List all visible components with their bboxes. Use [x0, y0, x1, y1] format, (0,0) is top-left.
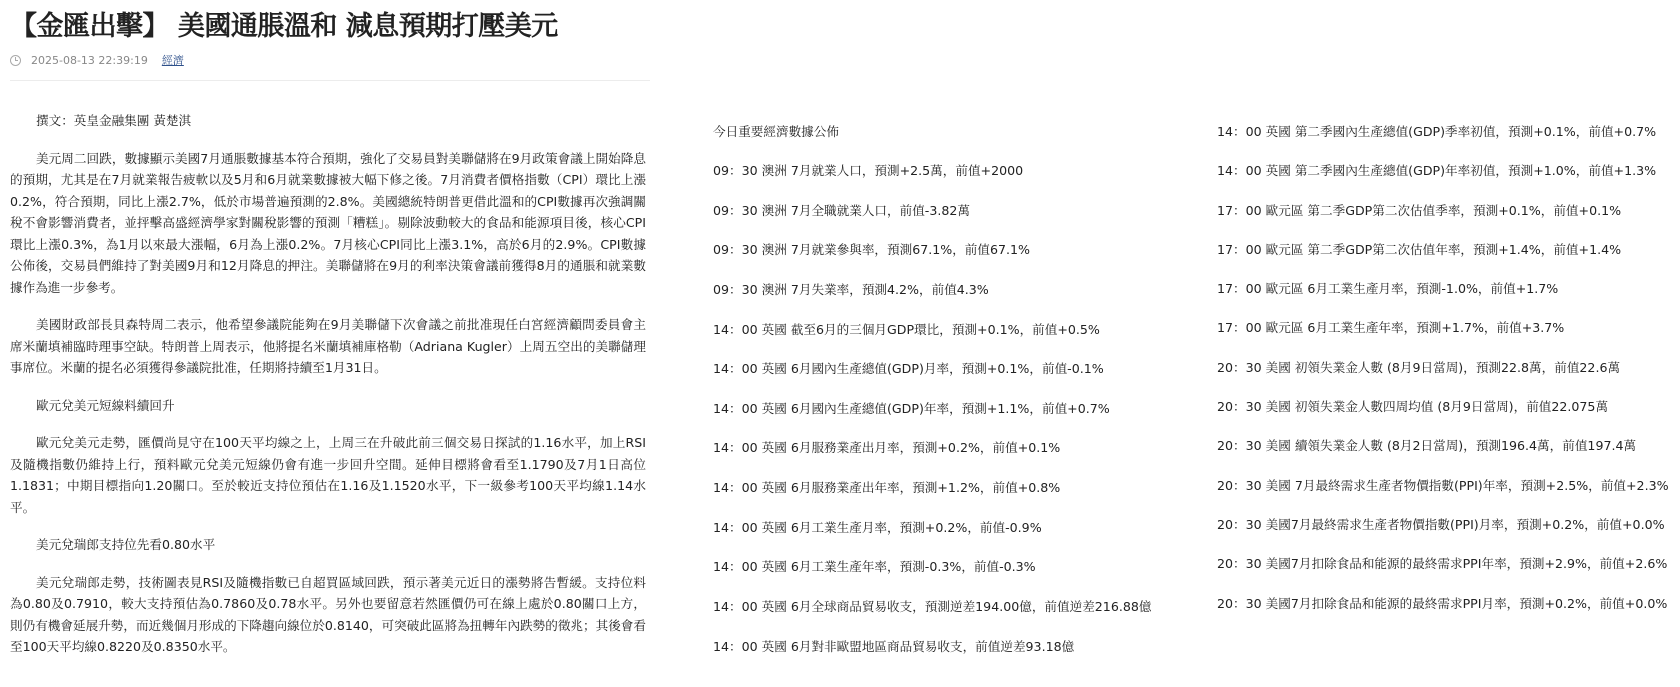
- calendar-row: 09：30 澳洲 7月就業參與率，預測67.1%，前值67.1%: [713, 242, 1030, 258]
- calendar-row: 20：30 美國 續領失業金人數 (8月2日當周)，預測196.4萬，前值197.4萬: [1217, 438, 1637, 454]
- calendar-row: 20：30 美國 初領失業金人數 (8月9日當周)，預測22.8萬，前值22.6萬: [1217, 359, 1621, 375]
- calendar-row: 14：00 英國 6月國內生產總值(GDP)年率，預測+1.1%，前值+0.7%: [713, 400, 1110, 416]
- paragraph: 美國財政部長貝森特周二表示，他希望參議院能夠在9月美聯儲下次會議之前批准現任白宮經濟顧問委員會主席米蘭填補臨時理事空缺。特朗普上周表示，他將提名米蘭填補庫格勒（Adriana Kugler）上周五空出的美聯儲理事席位。米蘭的提名必須獲得參議院批准，任期將持續至1月31日。: [10, 317, 646, 375]
- calendar-row: 17：00 歐元區 6月工業生產月率，預測-1.0%，前值+1.7%: [1217, 281, 1559, 297]
- section-heading: 歐元兌美元短線料續回升: [36, 397, 175, 413]
- calendar-row: 14：00 英國 截至6月的三個月GDP環比，預測+0.1%，前值+0.5%: [713, 321, 1100, 337]
- economic-calendar-left: [713, 124, 1151, 678]
- calendar-title: 今日重要經濟數據公佈: [713, 124, 839, 139]
- calendar-row: 17：00 歐元區 6月工業生產年率，預測+1.7%，前值+3.7%: [1217, 320, 1565, 336]
- paragraph: 美元兌瑞郎走勢，技術圖表見RSI及隨機指數已自超買區域回跌，預示著美元近日的漲勢將告暫緩。支持位料為0.80及0.7910，較大支持預估為0.7860及0.78水平。另外也要留意若然匯價仍可在線上處於0.80關口上方，則仍有機會延展升勢，而近幾個月形成的下降趨向線位於0.8140，可突破此區將為扭轉年內跌勢的徵兆；其後會看至100天平均線0.8220及0.8350水平。: [10, 574, 646, 654]
- clock-icon: [10, 55, 21, 66]
- calendar-row: 20：30 美國7月扣除食品和能源的最終需求PPI年率，預測+2.9%，前值+2.6%: [1217, 556, 1668, 572]
- page-title: 【金匯出擊】 美國通脹溫和 減息預期打壓美元: [10, 11, 558, 42]
- calendar-row: 14：00 英國 第二季國內生產總值(GDP)季率初值，預測+0.1%，前值+0.7%: [1217, 124, 1657, 139]
- calendar-row: 20：30 美國 7月最終需求生產者物價指數(PPI)年率，預測+2.5%，前值+2.3%: [1217, 477, 1669, 493]
- paragraph: 美元周二回跌，數據顯示美國7月通脹數據基本符合預期，強化了交易員對美聯儲將在9月政策會議上開始降息的預期，尤其是在7月就業報告疲軟以及5月和6月就業數據被大幅下修之後。7月消費者價格指數（CPI）環比上漲0.2%，符合預期，同比上漲2.7%，低於市場普遍預測的2.8%。美國總統特朗普更借此溫和的CPI數據再次強調關稅不會影響消費者，並抨擊高盛經濟學家對關稅影響的預測「糟糕」。剔除波動較大的食品和能源項目後，核心CPI環比上漲0.3%，為1月以來最大漲幅，6月為上漲0.2%。7月核心CPI同比上漲3.1%，高於6月的2.9%。CPI數據公佈後，交易員們維持了對美國9月和12月降息的押注。美聯儲將在9月的利率決策會議前獲得8月的通脹和就業數據作為進一步參考。: [10, 150, 646, 295]
- publish-datetime: 2025-08-13 22:39:19: [31, 53, 148, 67]
- category-tag-link[interactable]: 經濟: [161, 54, 184, 67]
- calendar-row: 17：00 歐元區 第二季GDP第二次估值季率，預測+0.1%，前值+0.1%: [1217, 202, 1622, 218]
- calendar-row: 17：00 歐元區 第二季GDP第二次估值年率，預測+1.4%，前值+1.4%: [1217, 241, 1622, 257]
- article-body: [10, 110, 646, 674]
- calendar-row: 09：30 澳洲 7月就業人口，預測+2.5萬，前值+2000: [713, 163, 1024, 178]
- divider: [10, 80, 650, 81]
- section-heading: 美元兌瑞郎支持位先看0.80水平: [36, 537, 216, 552]
- calendar-row: 09：30 澳洲 7月全職就業人口，前值-3.82萬: [713, 202, 970, 218]
- calendar-row: 20：30 美國7月扣除食品和能源的最終需求PPI月率，預測+0.2%，前值+0.0%: [1217, 595, 1668, 611]
- calendar-row: 20：30 美國 初領失業金人數四周均值 (8月9日當周)，前值22.075萬: [1217, 399, 1609, 415]
- calendar-row: 14：00 英國 6月工業生產月率，預測+0.2%，前值-0.9%: [713, 519, 1042, 535]
- calendar-row: 14：00 英國 第二季國內生產總值(GDP)年率初值，預測+1.0%，前值+1.3%: [1217, 163, 1657, 179]
- economic-calendar-right: [1217, 124, 1669, 635]
- calendar-row: 14：00 英國 6月服務業產出年率，預測+1.2%，前值+0.8%: [713, 480, 1061, 496]
- calendar-row: 14：00 英國 6月全球商品貿易收支，預測逆差194.00億，前值逆差216.88億: [713, 599, 1152, 615]
- byline: 撰文：英皇金融集團 黃楚淇: [36, 113, 192, 128]
- calendar-row: 14：00 英國 6月對非歐盟地區商品貿易收支，前值逆差93.18億: [713, 638, 1075, 654]
- calendar-row: 09：30 澳洲 7月失業率，預測4.2%，前值4.3%: [713, 281, 989, 297]
- calendar-row: 14：00 英國 6月工業生產年率，預測-0.3%，前值-0.3%: [713, 559, 1036, 575]
- article-meta: [10, 51, 184, 69]
- calendar-row: 14：00 英國 6月服務業產出月率，預測+0.2%，前值+0.1%: [713, 440, 1061, 456]
- calendar-row: 14：00 英國 6月國內生產總值(GDP)月率，預測+0.1%，前值-0.1%: [713, 361, 1104, 377]
- calendar-row: 20：30 美國7月最終需求生產者物價指數(PPI)月率，預測+0.2%，前值+0.0%: [1217, 516, 1665, 532]
- paragraph: 歐元兌美元走勢，匯價尚見守在100天平均線之上，上周三在升破此前三個交易日探試的1.16水平，加上RSI及隨機指數仍維持上行，預料歐元兌美元短線仍會有進一步回升空間。延伸目標將會看至1.1790及7月1日高位1.1831；中期目標指向1.20關口。至於較近支持位預估在1.16及1.1520水平，下一級參考100天平均線1.14水平。: [10, 435, 646, 515]
